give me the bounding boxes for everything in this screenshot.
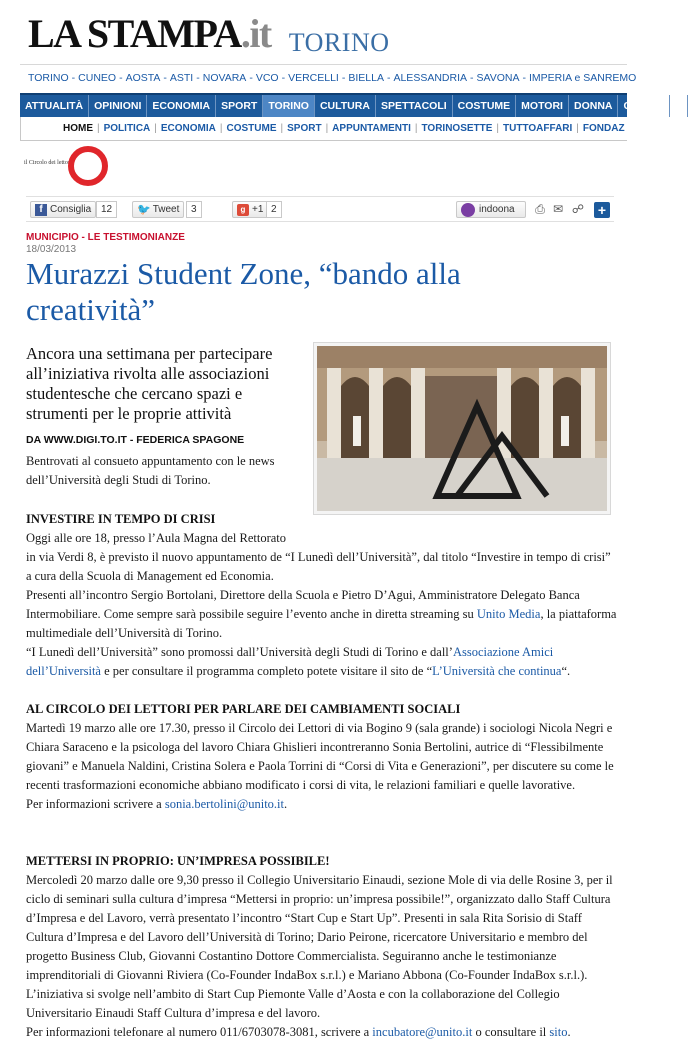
city-link[interactable]: CUNEO — [78, 71, 117, 84]
nav-item-attualita[interactable]: ATTUALITÀ — [20, 95, 89, 117]
subnav-home[interactable]: HOME — [63, 123, 93, 134]
section-2-p1: Martedì 19 marzo alle ore 17.30, presso il Circolo dei Lettori di via Bogino 9 (sala grande) i sociologi Nicola Negri e Chiara Saraceno e la psicologa del lavoro Chiara Ghislieri incontreranno Sonia Bertolini, autrice di “Flessibilmente giovani” e Manuela Naldini, Cristina Solera e Paola Torrini di “Corsi di Vita e Generazioni”, per discutere su come le recenti trasformazioni economiche abbiano modificato i corsi di vita, le relazioni familiari e quelle lavorative. — [26, 721, 614, 792]
subnav-sport[interactable]: SPORT — [287, 123, 322, 134]
section-3-p2: Per informazioni telefonare al numero 011/6703078-3081, scrivere a incubatore@unito.it o consultare il sito. — [26, 1025, 571, 1039]
logo-main: LA STAMPA — [28, 11, 241, 56]
share-icon[interactable]: ☍ — [571, 202, 585, 216]
city-link[interactable]: IMPERIA e SANREMO — [528, 71, 637, 84]
social-bar — [26, 196, 614, 222]
section-3-p1: Mercoledì 20 marzo dalle ore 9,30 presso il Collegio Universitario Einaudi, sezione Mole di via delle Rosine 3, per il ciclo di seminari sulla cultura d’impresa “Mettersi in proprio: un’impresa possibile!”, organizzato dallo Staff Cultura d’Impresa e del Lavoro, verrà presentato l’incontro “Start Cup e Start Up”. Presenti in sala Rita Sorisio di Staff Cultura d’Impresa e del Lavoro dell’Università di Torino; Dario Peirone, ricercatore Universitario e membro del progetto Business Club, Giovanni Costantino Dottore Commercialista. Seguiranno anche le testimonianze imprenditoriali di Giovanni Riviera (Co-Founder IndaBox s.r.l.) e Mariano Abbona (Co-Founder IndaBox s.r.l.). L’iniziativa si svolge nell’ambito di Start Cup Piemonte Valle d’Aosta e con la collaborazione del Collegio Universitario Einaudi Staff Cultura d’impresa e del lavoro. — [26, 873, 613, 1020]
circolo-text: il Circolo dei lettori — [24, 160, 72, 166]
section-3-title: METTERSI IN PROPRIO: UN’IMPRESA POSSIBILE! — [26, 854, 330, 868]
sub-nav: HOME | POLITICA | ECONOMIA | COSTUME | SPORT | APPUNTAMENTI | TORINOSETTE | TUTTOAFFARI | FONDAZ — [20, 117, 627, 141]
nav-item-sport[interactable]: SPORT — [216, 95, 263, 117]
sonia-email-link[interactable]: sonia.bertolini@unito.it — [164, 797, 284, 811]
associazione-amici-link[interactable]: Associazione Amici dell’Università — [26, 645, 554, 678]
tweet-count: 3 — [186, 201, 202, 218]
courtyard-sculpture-image — [317, 346, 607, 511]
more-share-icon[interactable]: + — [594, 202, 610, 218]
main-nav — [20, 93, 683, 117]
universita-che-continua-link[interactable]: L’Università che continua — [432, 664, 562, 678]
nav-item-motori[interactable]: MOTORI — [516, 95, 569, 117]
subnav-politica[interactable]: POLITICA — [103, 123, 151, 134]
article-date: 18/03/2013 — [26, 244, 77, 255]
facebook-count: 12 — [96, 201, 117, 218]
city-link[interactable]: AOSTA — [125, 71, 161, 84]
subnav-fondazione[interactable]: FONDAZ — [582, 123, 625, 134]
city-link[interactable]: TORINO — [28, 71, 69, 84]
tweet-label: Tweet — [152, 204, 180, 215]
google-plus-button[interactable] — [232, 201, 268, 218]
nav-item-costume[interactable]: COSTUME — [453, 95, 517, 117]
logo-suffix: .it — [240, 11, 271, 56]
indoona-label: indoona — [479, 204, 515, 215]
indoona-button[interactable] — [456, 201, 526, 218]
section-label[interactable]: MUNICIPIO - LE TESTIMONIANZE — [26, 232, 185, 243]
print-icon[interactable]: ⎙ — [535, 202, 545, 216]
google-plus-count: 2 — [266, 201, 282, 218]
nav-item-more[interactable]: S — [670, 95, 688, 117]
section-1-p3: “I Lunedì dell’Università” sono promossi dall’Università degli Studi di Torino e dall’Associazione Amici dell’Università e per consultare il programma completo potete visitare il sito de “L’Università che continua“. — [26, 645, 571, 678]
tweet-button[interactable] — [132, 201, 184, 218]
city-link[interactable]: ASTI — [169, 71, 194, 84]
google-plus-icon: g — [237, 204, 249, 216]
facebook-like-button[interactable] — [30, 201, 96, 218]
subnav-torinosette[interactable]: TORINOSETTE — [421, 123, 493, 134]
article-photo[interactable] — [313, 342, 611, 515]
masthead[interactable] — [28, 6, 390, 57]
facebook-icon: f — [35, 204, 47, 216]
section-2-title: AL CIRCOLO DEI LETTORI PER PARLARE DEI CAMBIAMENTI SOCIALI — [26, 702, 461, 716]
section-1-p2: Presenti all’incontro Sergio Bortolani, Direttore della Scuola e Pietro D’Agui, Amministratore Delegato Banca Intermobiliare. Come sempre sarà possibile seguire l’evento anche in diretta streaming su Unito Media, la piattaforma multimediale dell’Università di Torino. — [26, 588, 617, 640]
article-section-3 — [26, 852, 618, 1042]
nav-item-torino[interactable]: TORINO — [263, 95, 315, 117]
subnav-costume[interactable]: COSTUME — [226, 123, 277, 134]
circolo-logo[interactable] — [24, 146, 90, 186]
google-plus-label: +1 — [252, 204, 264, 215]
city-link[interactable]: BIELLA — [348, 71, 384, 84]
article-section-2 — [26, 700, 618, 814]
subnav-tuttoaffari[interactable]: TUTTOAFFARI — [503, 123, 573, 134]
city-link[interactable]: ALESSANDRIA — [393, 71, 467, 84]
unito-media-link[interactable]: Unito Media — [476, 607, 541, 621]
section-1-p1b: in via Verdi 8, è previsto il nuovo appuntamento de “I Lunedì dell’Università”, dal titolo “Investire in tempo di crisi” a cura della Scuola di Management ed Economia. — [26, 550, 611, 583]
circolo-ring-icon — [68, 146, 108, 186]
city-link[interactable]: VERCELLI — [288, 71, 339, 84]
cities-nav: TORINO - CUNEO - AOSTA - ASTI - NOVARA - VCO - VERCELLI - BIELLA - ALESSANDRIA - SAVONA - IMPERIA e SANREMO — [20, 64, 627, 90]
article-headline: Murazzi Student Zone, “bando alla creatività” — [26, 256, 461, 327]
nav-item-donna[interactable]: DONNA — [569, 95, 619, 117]
nav-item-spettacoli[interactable]: SPETTACOLI — [376, 95, 453, 117]
article-section-1 — [26, 510, 618, 681]
section-2-p2: Per informazioni scrivere a sonia.bertolini@unito.it. — [26, 797, 288, 811]
facebook-label: Consiglia — [50, 204, 92, 215]
section-1-title: INVESTIRE IN TEMPO DI CRISI — [26, 512, 216, 526]
article-byline: DA WWW.DIGI.TO.IT - FEDERICA SPAGONE — [26, 434, 245, 446]
indoona-icon — [461, 203, 475, 217]
city-link[interactable]: SAVONA — [476, 71, 520, 84]
nav-item-cucina[interactable]: CUCINA — [618, 95, 670, 117]
twitter-icon: 🐦 — [137, 204, 151, 216]
section-1-p1a: Oggi alle ore 18, presso l’Aula Magna del Rettorato — [26, 531, 286, 545]
email-icon[interactable]: ✉ — [552, 202, 564, 216]
nav-item-economia[interactable]: ECONOMIA — [147, 95, 216, 117]
site-logo[interactable] — [28, 11, 271, 56]
sito-link[interactable]: sito — [549, 1025, 568, 1039]
nav-item-cultura[interactable]: CULTURA — [315, 95, 376, 117]
subnav-economia[interactable]: ECONOMIA — [160, 123, 216, 134]
article-subhead: Ancora una settimana per partecipare all’iniziativa rivolta alle associazioni studentesche che cercano spazi e strumenti per le proprie attività — [26, 344, 273, 423]
subnav-appuntamenti[interactable]: APPUNTAMENTI — [332, 123, 411, 134]
incubatore-email-link[interactable]: incubatore@unito.it — [372, 1025, 473, 1039]
city-link[interactable]: NOVARA — [202, 71, 247, 84]
edition-title[interactable]: TORINO — [288, 28, 390, 57]
nav-item-opinioni[interactable]: OPINIONI — [89, 95, 147, 117]
city-link[interactable]: VCO — [255, 71, 279, 84]
article-intro: Bentrovati al consueto appuntamento con le news dell’Università degli Studi di Torino. — [26, 454, 275, 487]
